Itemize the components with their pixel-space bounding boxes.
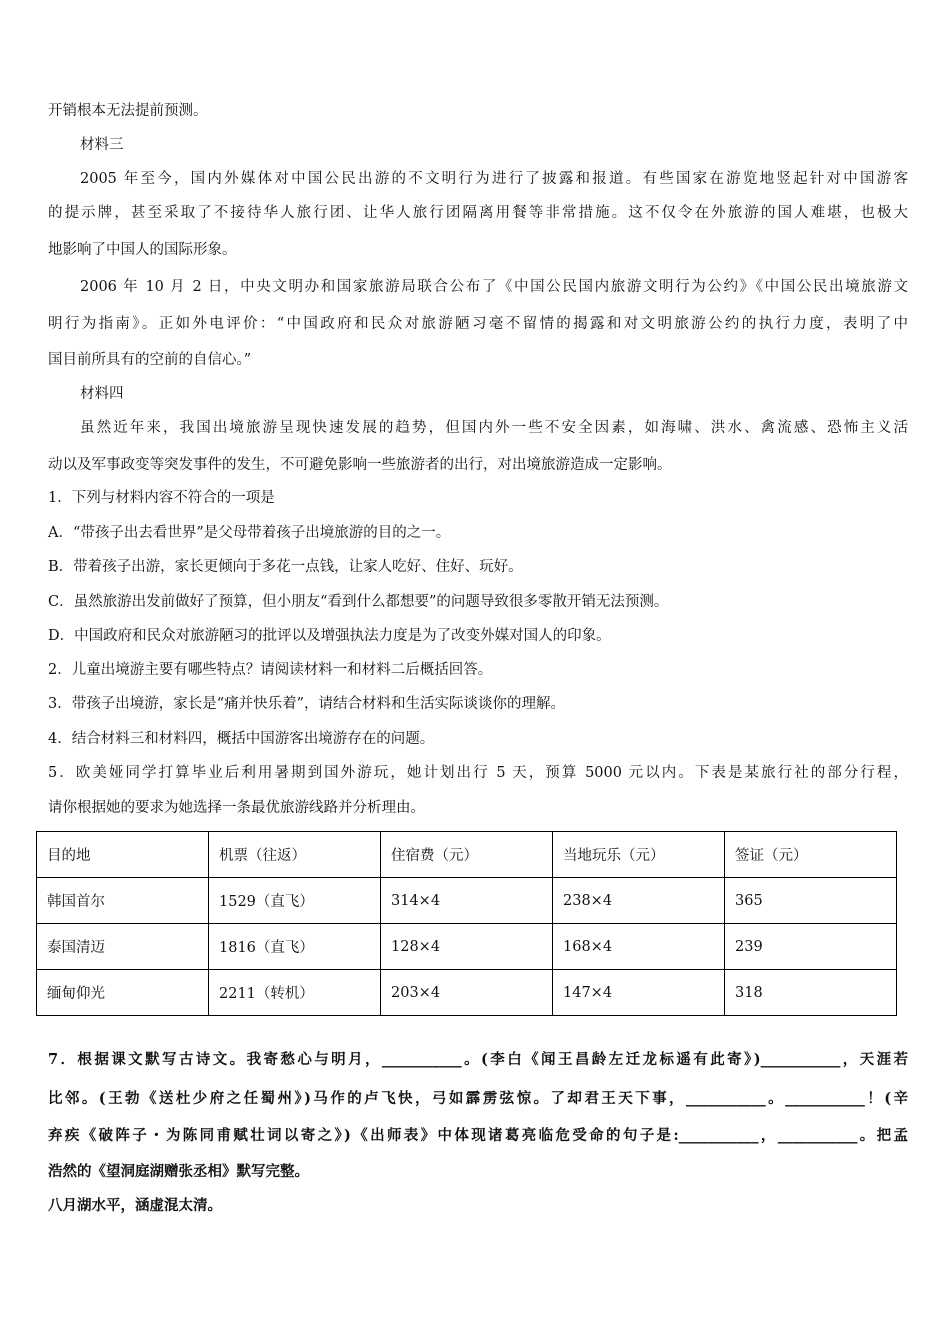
text-line: 动以及军事政变等突发事件的发生，不可避免影响一些旅游者的出行，对出境旅游造成一定影响。 — [48, 457, 672, 473]
question-3: 3．带孩子出境游，家长是“痛并快乐着”，请结合材料和生活实际谈谈你的理解。 — [48, 696, 566, 712]
table-cell: 泰国清迈 — [37, 924, 209, 970]
table-header-cell: 机票（往返） — [209, 832, 381, 878]
question-1: 1．下列与材料内容不符合的一项是 — [48, 490, 275, 506]
table-cell: 239 — [725, 924, 897, 970]
question-1-option-d: D．中国政府和民众对旅游陋习的批评以及增强执法力度是为了改变外媒对国人的印象。 — [48, 628, 611, 644]
table-row — [37, 970, 897, 1016]
table-cell: 203×4 — [381, 970, 553, 1016]
text-line: 国目前所具有的空前的自信心。” — [48, 352, 252, 368]
table-cell: 韩国首尔 — [37, 878, 209, 924]
poem-line: 八月湖水平，涵虚混太清。 — [48, 1197, 222, 1214]
table-header-cell: 目的地 — [37, 832, 209, 878]
question-4: 4．结合材料三和材料四，概括中国游客出境游存在的问题。 — [48, 731, 435, 747]
question-7: 7．根据课文默写古诗文。我寄愁心与明月，___________。(李白《闻王昌龄左迁龙标遥有此寄》)___________，天涯若 — [48, 1051, 908, 1068]
table-header-cell: 住宿费（元） — [381, 832, 553, 878]
question-7-cont: 弃疾《破阵子・为陈同甫赋壮词以寄之》)《出师表》中体现诸葛亮临危受命的句子是:___________，___________。把孟 — [48, 1127, 908, 1144]
text-line: 虽然近年来，我国出境旅游呈现快速发展的趋势，但国内外一些不安全因素，如海啸、洪水、禽流感、恐怖主义活 — [80, 420, 908, 436]
table-cell: 365 — [725, 878, 897, 924]
table-cell: 314×4 — [381, 878, 553, 924]
table-cell: 1816（直飞） — [209, 924, 381, 970]
table-cell: 2211（转机） — [209, 970, 381, 1016]
text-line: 2006 年 10 月 2 日，中央文明办和国家旅游局联合公布了《中国公民国内旅游文明行为公约》《中国公民出境旅游文 — [80, 279, 908, 295]
table-header-row — [37, 832, 897, 878]
question-7-cont: 浩然的《望洞庭湖赠张丞相》默写完整。 — [48, 1163, 309, 1180]
material-4-title: 材料四 — [80, 386, 124, 402]
material-3-title: 材料三 — [80, 137, 124, 153]
table-cell: 318 — [725, 970, 897, 1016]
table-cell: 128×4 — [381, 924, 553, 970]
question-5: 5．欧美娅同学打算毕业后利用暑期到国外游玩，她计划出行 5 天，预算 5000 元以内。下表是某旅行社的部分行程， — [48, 765, 908, 781]
question-1-option-a: A．“带孩子出去看世界”是父母带着孩子出境旅游的目的之一。 — [48, 525, 451, 541]
table-cell: 238×4 — [553, 878, 725, 924]
text-line: 明行为指南》。正如外电评价：“中国政府和民众对旅游陋习毫不留情的揭露和对文明旅游公约的执行力度，表明了中 — [48, 316, 908, 332]
question-1-option-c: C．虽然旅游出发前做好了预算，但小朋友“看到什么都想要”的问题导致很多零散开销无法预测。 — [48, 594, 669, 610]
table-cell: 147×4 — [553, 970, 725, 1016]
table-cell: 168×4 — [553, 924, 725, 970]
text-line: 地影响了中国人的国际形象。 — [48, 242, 237, 258]
question-2: 2．儿童出境游主要有哪些特点？请阅读材料一和材料二后概括回答。 — [48, 662, 493, 678]
table-header-cell: 签证（元） — [725, 832, 897, 878]
text-line: 开销根本无法提前预测。 — [48, 103, 208, 119]
table-row — [37, 924, 897, 970]
question-5-cont: 请你根据她的要求为她选择一条最优旅游线路并分析理由。 — [48, 800, 425, 816]
table-row — [37, 878, 897, 924]
table-header-cell: 当地玩乐（元） — [553, 832, 725, 878]
table-cell: 缅甸仰光 — [37, 970, 209, 1016]
question-1-option-b: B．带着孩子出游，家长更倾向于多花一点钱，让家人吃好、住好、玩好。 — [48, 559, 523, 575]
question-7-cont: 比邻。(王勃《送杜少府之任蜀州》)马作的卢飞快，弓如霹雳弦惊。了却君王天下事，___________。___________！(辛 — [48, 1090, 908, 1107]
itinerary-table — [36, 831, 897, 1016]
table-cell: 1529（直飞） — [209, 878, 381, 924]
text-line: 2005 年至今，国内外媒体对中国公民出游的不文明行为进行了披露和报道。有些国家在游览地竖起针对中国游客 — [80, 171, 908, 187]
text-line: 的提示牌，甚至采取了不接待华人旅行团、让华人旅行团隔离用餐等非常措施。这不仅令在外旅游的国人难堪，也极大 — [48, 205, 908, 221]
